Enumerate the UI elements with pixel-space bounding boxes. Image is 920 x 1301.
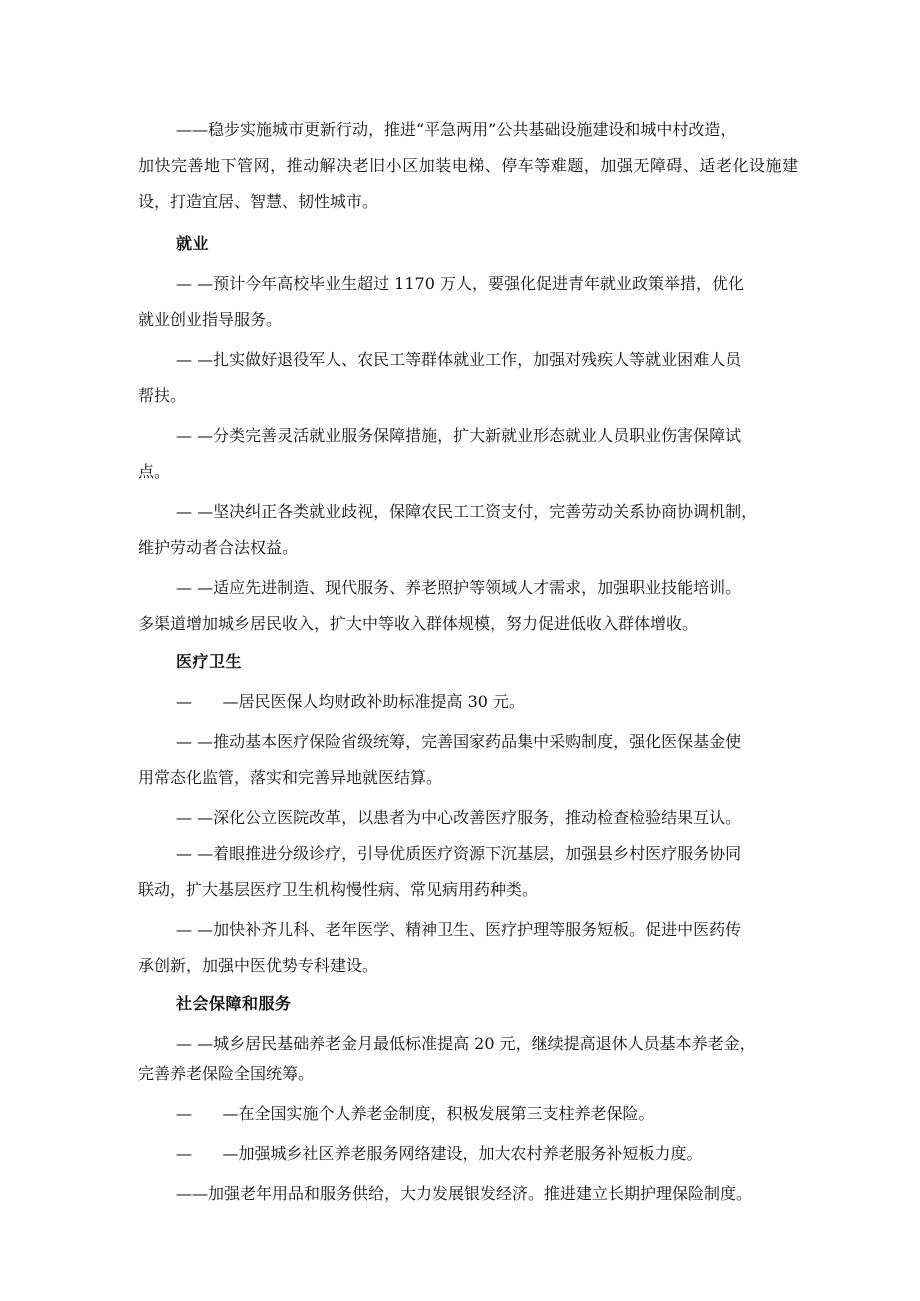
paragraph (138, 112, 798, 220)
paragraph-line: ——稳步实施城市更新行动，推进“平急两用”公共基础设施建设和城中村改造， (176, 120, 737, 139)
paragraph-line: — —适应先进制造、现代服务、养老照护等领域人才需求，加强职业技能培训。 (176, 578, 742, 597)
paragraph-line: — —加强城乡社区养老服务网络建设，加大农村养老服务补短板力度。 (176, 1144, 703, 1163)
paragraph-continuation: 维护劳动者合法权益。 (138, 538, 299, 557)
paragraph-continuation: 就业创业指导服务。 (138, 310, 283, 329)
paragraph (138, 266, 798, 338)
paragraph-continuation: 点。 (138, 462, 171, 481)
paragraph (138, 1096, 798, 1132)
paragraph-line: — —城乡居民基础养老金月最低标准提高 20 元，继续提高退休人员基本养老金， (176, 1034, 756, 1053)
paragraph (138, 418, 798, 490)
paragraph (138, 1176, 798, 1212)
paragraph-continuation: 联动，扩大基层医疗卫生机构慢性病、常见病用药种类。 (138, 880, 539, 899)
paragraph-line: — —在全国实施个人养老金制度，积极发展第三支柱养老保险。 (176, 1104, 655, 1123)
paragraph-line: — —加快补齐儿科、老年医学、精神卫生、医疗护理等服务短板。促进中医药传 (176, 920, 742, 939)
paragraph-continuation: 承创新，加强中医优势专科建设。 (138, 956, 379, 975)
paragraph-line: — —分类完善灵活就业服务保障措施，扩大新就业形态就业人员职业伤害保障试 (176, 426, 742, 445)
section-heading: 就业 (176, 234, 210, 253)
paragraph (138, 570, 798, 642)
paragraph (138, 836, 798, 908)
section-heading: 社会保障和服务 (176, 994, 292, 1013)
paragraph (138, 724, 798, 796)
paragraph-continuation: 完善养老保险全国统筹。 (138, 1064, 315, 1083)
paragraph-continuation: 加快完善地下管网，推动解决老旧小区加装电梯、停车等难题，加强无障碍、适老化设施建设，打造宜居、智慧、韧性城市。 (138, 156, 798, 211)
paragraph-line: — —居民医保人均财政补助标准提高 30 元。 (176, 692, 526, 711)
document-body (138, 112, 798, 1212)
paragraph (138, 342, 798, 414)
paragraph (138, 1026, 798, 1086)
paragraph-line: — —着眼推进分级诊疗，引导优质医疗资源下沉基层，加强县乡村医疗服务协同 (176, 844, 742, 863)
paragraph-line: — —深化公立医院改革，以患者为中心改善医疗服务，推动检查检验结果互认。 (176, 808, 742, 827)
paragraph (138, 494, 798, 566)
paragraph-line: — —推动基本医疗保险省级统筹，完善国家药品集中采购制度，强化医保基金使 (176, 732, 742, 751)
paragraph-line: — —预计今年高校毕业生超过 1170 万人，要强化促进青年就业政策举措，优化 (176, 274, 744, 293)
paragraph (138, 1136, 798, 1172)
paragraph-line: — —坚决纠正各类就业歧视，保障农民工工资支付，完善劳动关系协商协调机制， (176, 502, 758, 521)
paragraph-continuation: 多渠道增加城乡居民收入，扩大中等收入群体规模，努力促进低收入群体增收。 (138, 614, 699, 633)
section-heading: 医疗卫生 (176, 652, 243, 671)
paragraph (138, 912, 798, 984)
paragraph-line: — —扎实做好退役军人、农民工等群体就业工作，加强对残疾人等就业困难人员 (176, 350, 742, 369)
paragraph-continuation: 用常态化监管，落实和完善异地就医结算。 (138, 768, 443, 787)
paragraph (138, 800, 798, 836)
paragraph (138, 684, 798, 720)
paragraph-continuation: 帮扶。 (138, 386, 187, 405)
paragraph-line: ——加强老年用品和服务供给，大力发展银发经济。推进建立长期护理保险制度。 (176, 1184, 753, 1203)
